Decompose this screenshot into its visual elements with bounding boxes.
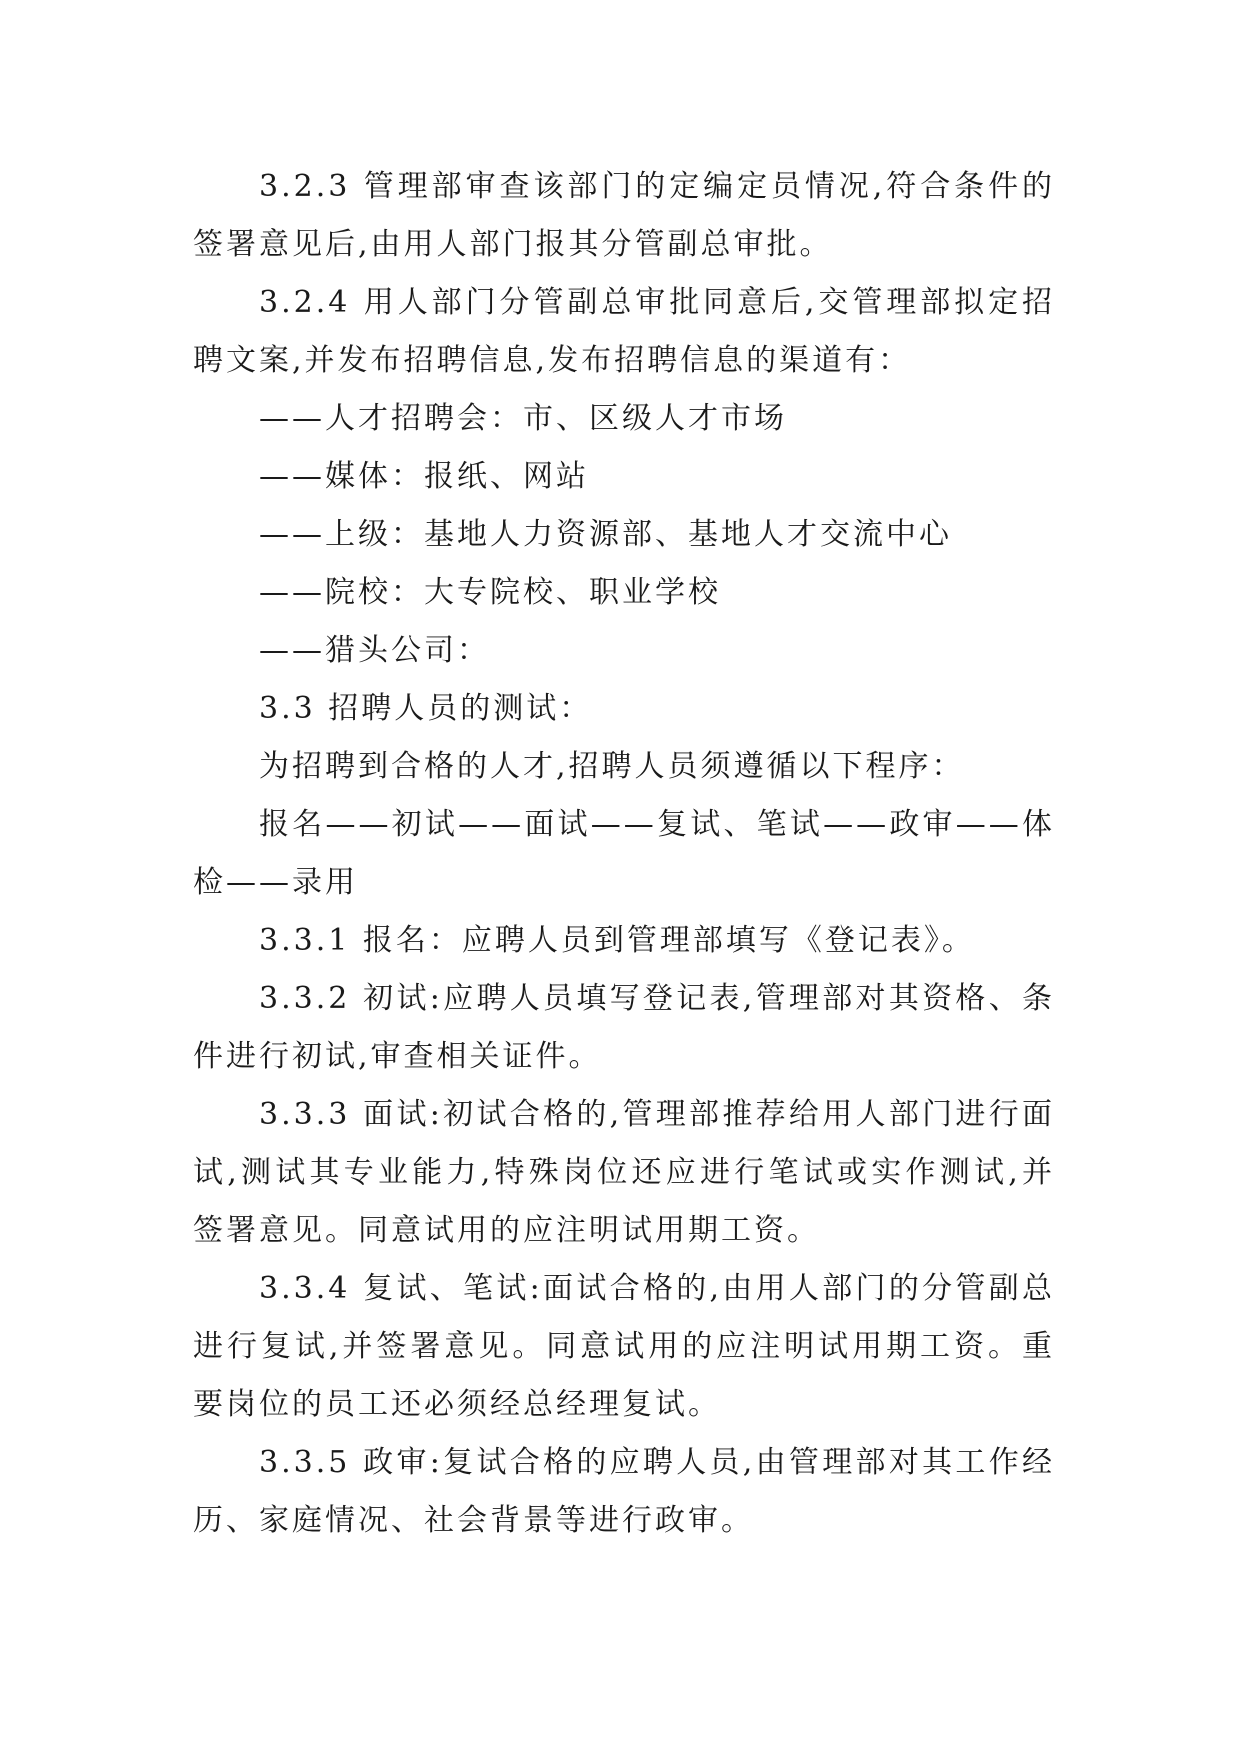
- paragraph-3-3-1: 3.3.1 报名：应聘人员到管理部填写《登记表》。: [259, 923, 975, 958]
- paragraph-3-3-3: 3.3.3 面试:初试合格的,管理部推荐给用人部门进行面试,测试其专业能力,特殊岗位还应进行笔试或实作测试,并签署意见。同意试用的应注明试用期工资。: [193, 1097, 1055, 1248]
- channel-media: ——媒体：报纸、网站: [259, 459, 589, 494]
- paragraph-3-2-3: 3.2.3 管理部审查该部门的定编定员情况,符合条件的签署意见后,由用人部门报其分管副总审批。: [193, 169, 1055, 262]
- paragraph-3-3-2: 3.3.2 初试:应聘人员填写登记表,管理部对其资格、条件进行初试,审查相关证件。: [193, 981, 1055, 1074]
- paragraph-3-3-5: 3.3.5 政审:复试合格的应聘人员,由管理部对其工作经历、家庭情况、社会背景等进行政审。: [193, 1445, 1055, 1538]
- document-body: [193, 158, 1055, 1550]
- channel-colleges: ——院校：大专院校、职业学校: [259, 575, 721, 610]
- procedure-flow: 报名——初试——面试——复试、笔试——政审——体检——录用: [193, 807, 1055, 900]
- paragraph-3-2-4: 3.2.4 用人部门分管副总审批同意后,交管理部拟定招聘文案,并发布招聘信息,发布招聘信息的渠道有：: [193, 285, 1055, 378]
- channel-headhunter: ——猎头公司：: [259, 633, 490, 668]
- paragraph-3-3-4: 3.3.4 复试、笔试:面试合格的,由用人部门的分管副总进行复试,并签署意见。同意试用的应注明试用期工资。重要岗位的员工还必须经总经理复试。: [193, 1271, 1055, 1422]
- channel-superior: ——上级：基地人力资源部、基地人才交流中心: [259, 517, 952, 552]
- section-heading-3-3: 3.3 招聘人员的测试：: [259, 691, 593, 726]
- procedure-intro: 为招聘到合格的人才,招聘人员须遵循以下程序：: [259, 749, 965, 784]
- channel-talent-fair: ——人才招聘会：市、区级人才市场: [259, 401, 787, 436]
